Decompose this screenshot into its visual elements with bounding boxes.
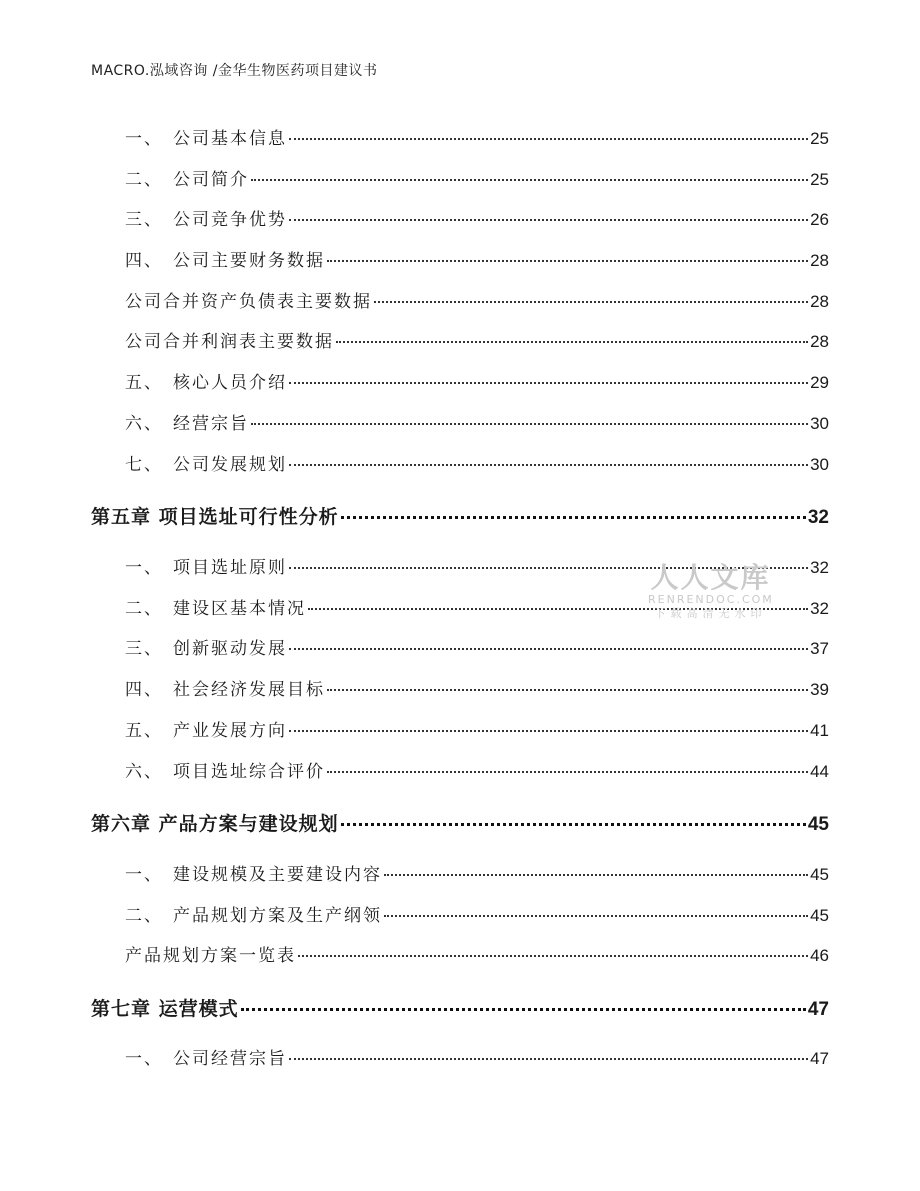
toc-leader-dots (374, 301, 808, 303)
toc-chapter-entry[interactable] (91, 502, 829, 528)
toc-entry-number: 六、 (125, 414, 163, 434)
toc-entry-title: 第五章 项目选址可行性分析 (91, 506, 339, 528)
toc-page-number: 37 (810, 639, 829, 658)
watermark-cn: 人人文库 (650, 561, 771, 594)
toc-leader-dots (341, 823, 806, 826)
toc-entry-title: 公司主要财务数据 (173, 251, 325, 271)
toc-leader-dots (384, 915, 808, 917)
toc-page-number: 26 (810, 210, 829, 229)
page-header: MACRO.泓域咨询 /金华生物医药项目建议书 (91, 63, 378, 79)
toc-entry-number: 四、 (125, 680, 163, 700)
toc-leader-dots (341, 516, 806, 519)
toc-entry-number: 二、 (125, 599, 163, 619)
toc-entry-number: 一、 (125, 1049, 163, 1069)
toc-entry[interactable] (91, 941, 829, 967)
toc-entry-title: 核心人员介绍 (173, 373, 287, 393)
toc-page-number: 47 (807, 999, 829, 1020)
toc-entry[interactable] (91, 368, 829, 394)
toc-leader-dots (289, 382, 808, 384)
toc-entry-title: 项目选址综合评价 (173, 762, 325, 782)
toc-entry-title: 建设区基本情况 (173, 599, 306, 619)
toc-page-number: 28 (810, 332, 829, 351)
toc-leader-dots (289, 1058, 808, 1060)
toc-entry[interactable] (91, 450, 829, 476)
toc-page-number: 30 (810, 455, 829, 474)
toc-entry-title: 社会经济发展目标 (173, 680, 325, 700)
toc-page-number: 45 (810, 865, 829, 884)
toc-leader-dots (289, 464, 808, 466)
toc-leader-dots (289, 648, 808, 650)
toc-entry-number: 一、 (125, 865, 163, 885)
toc-entry-title: 项目选址原则 (173, 558, 287, 578)
toc-entry-title: 经营宗旨 (173, 414, 249, 434)
toc-page-number: 25 (810, 170, 829, 189)
toc-entry[interactable] (91, 1044, 829, 1070)
toc-leader-dots (327, 689, 808, 691)
toc-entry-title: 产品规划方案一览表 (125, 946, 296, 966)
toc-leader-dots (289, 138, 808, 140)
toc-entry-number: 五、 (125, 721, 163, 741)
toc-entry-number: 六、 (125, 762, 163, 782)
toc-entry-title: 产品规划方案及生产纲领 (173, 906, 382, 926)
toc-entry-number: 三、 (125, 210, 163, 230)
toc-page-number: 30 (810, 414, 829, 433)
toc-entry-title: 公司合并资产负债表主要数据 (125, 292, 372, 312)
toc-page-number: 45 (810, 906, 829, 925)
toc-leader-dots (336, 341, 808, 343)
toc-entry-number: 一、 (125, 129, 163, 149)
toc-page-number: 32 (807, 507, 829, 528)
toc-leader-dots (251, 179, 808, 181)
toc-entry-title: 公司竞争优势 (173, 210, 287, 230)
toc-leader-dots (298, 955, 808, 957)
toc-page-number: 44 (810, 762, 829, 781)
toc-entry-number: 四、 (125, 251, 163, 271)
toc-page-number: 25 (810, 129, 829, 148)
toc-page-number: 28 (810, 292, 829, 311)
watermark-en: RENRENDOC.COM (648, 593, 774, 606)
toc-page-number: 46 (810, 946, 829, 965)
toc-entry-title: 公司发展规划 (173, 455, 287, 475)
toc-entry[interactable] (91, 409, 829, 435)
toc-page-number: 28 (810, 251, 829, 270)
toc-entry[interactable] (91, 165, 829, 191)
toc-leader-dots (327, 260, 808, 262)
toc-entry-title: 公司基本信息 (173, 129, 287, 149)
toc-entry[interactable] (91, 675, 829, 701)
toc-leader-dots (384, 874, 808, 876)
toc-page-number: 29 (810, 373, 829, 392)
toc-entry[interactable] (91, 901, 829, 927)
toc-page-number: 39 (810, 680, 829, 699)
toc-entry[interactable] (91, 327, 829, 353)
toc-entry-title: 产业发展方向 (173, 721, 287, 741)
watermark-logo (648, 563, 773, 621)
toc-entry-number: 五、 (125, 373, 163, 393)
toc-chapter-entry[interactable] (91, 994, 829, 1020)
toc-entry[interactable] (91, 757, 829, 783)
toc-entry-number: 三、 (125, 639, 163, 659)
toc-entry-title: 公司合并利润表主要数据 (125, 332, 334, 352)
toc-chapter-entry[interactable] (91, 809, 829, 835)
toc-page-number: 45 (807, 814, 829, 835)
toc-entry[interactable] (91, 124, 829, 150)
toc-entry-number: 二、 (125, 906, 163, 926)
toc-leader-dots (289, 730, 808, 732)
toc-entry-title: 公司简介 (173, 170, 249, 190)
toc-entry-title: 公司经营宗旨 (173, 1049, 287, 1069)
toc-page-number: 47 (810, 1049, 829, 1068)
toc-page-number: 32 (810, 599, 829, 618)
toc-entry[interactable] (91, 287, 829, 313)
toc-leader-dots (289, 219, 808, 221)
toc-entry[interactable] (91, 205, 829, 231)
toc-leader-dots (327, 771, 808, 773)
toc-entry[interactable] (91, 860, 829, 886)
toc-entry-title: 第七章 运营模式 (91, 998, 239, 1020)
toc-entry-number: 七、 (125, 455, 163, 475)
watermark-sub: 下载高清无水印 (654, 607, 767, 620)
toc-entry[interactable] (91, 634, 829, 660)
toc-leader-dots (251, 423, 808, 425)
toc-entry[interactable] (91, 246, 829, 272)
toc-entry-number: 一、 (125, 558, 163, 578)
toc-entry-title: 建设规模及主要建设内容 (173, 865, 382, 885)
toc-page-number: 32 (810, 558, 829, 577)
toc-entry-title: 创新驱动发展 (173, 639, 287, 659)
toc-leader-dots (241, 1008, 806, 1011)
toc-entry[interactable] (91, 716, 829, 742)
toc-entry-title: 第六章 产品方案与建设规划 (91, 813, 339, 835)
toc-entry-number: 二、 (125, 170, 163, 190)
toc-page-number: 41 (810, 721, 829, 740)
